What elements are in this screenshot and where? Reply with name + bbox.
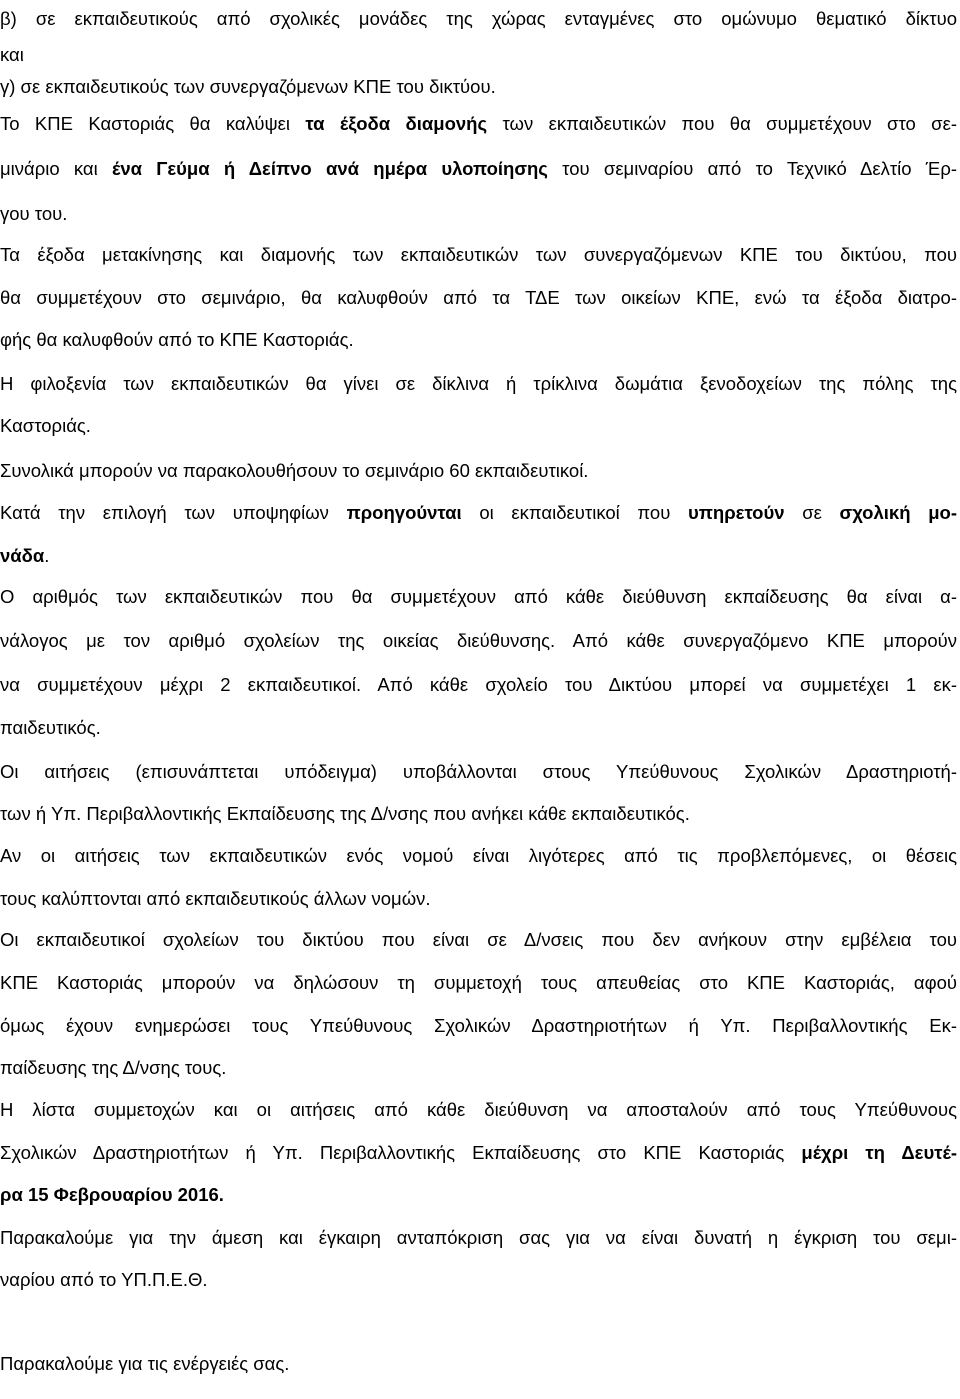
text-line	[0, 40, 24, 70]
text-run: Οι αιτήσεις (επισυνάπτεται υπόδειγμα) υποβάλλονται στους Υπεύθυνους Σχολικών Δραστηριοτή-	[0, 761, 957, 782]
text-line	[0, 4, 957, 34]
text-run: των ή Υπ. Περιβαλλοντικής Εκπαίδευσης της Δ/νσης που ανήκει κάθε εκπαιδευτικός.	[0, 803, 690, 824]
text-run: φής θα καλυφθούν από το ΚΠΕ Καστοριάς.	[0, 329, 354, 350]
text-line	[0, 1180, 224, 1210]
text-run: Παρακαλούμε για τις ενέργειές σας.	[0, 1353, 290, 1374]
text-line	[0, 670, 957, 700]
bold-text: νάδα	[0, 545, 45, 566]
text-run: οι εκπαιδευτικοί που	[461, 502, 688, 523]
text-line	[0, 1223, 957, 1253]
text-run: Η λίστα συμμετοχών και οι αιτήσεις από κάθε διεύθυνση να αποσταλούν από τους Υπεύθυνους	[0, 1099, 957, 1120]
text-line	[0, 713, 101, 743]
text-run: και	[0, 44, 24, 65]
text-run: να συμμετέχουν μέχρι 2 εκπαιδευτικοί. Από κάθε σχολείο του Δικτύου μπορεί να συμμετέχει 1 εκ-	[0, 674, 957, 695]
text-run: .	[44, 545, 50, 566]
text-line	[0, 841, 957, 871]
text-line	[0, 1095, 957, 1125]
bold-text: ρα 15 Φεβρουαρίου 2016.	[0, 1184, 224, 1205]
text-line	[0, 884, 431, 914]
text-run: Συνολικά μπορούν να παρακολουθήσουν το σεμινάριο 60 εκπαιδευτικοί.	[0, 460, 589, 481]
text-line	[0, 1349, 289, 1379]
bold-text: τα έξοδα διαμονής	[305, 113, 488, 134]
text-line	[0, 1265, 208, 1295]
text-run: θα συμμετέχουν στο σεμινάριο, θα καλυφθούν από τα ΤΔΕ των οικείων ΚΠΕ, ενώ τα έξοδα διατρο-	[0, 287, 957, 308]
text-run: όμως έχουν ενημερώσει τους Υπεύθυνους Σχολικών Δραστηριοτήτων ή Υπ. Περιβαλλοντικής Εκ-	[0, 1015, 957, 1036]
text-run: γ) σε εκπαιδευτικούς των συνεργαζόμενων ΚΠΕ του δικτύου.	[0, 76, 496, 97]
text-run: του σεμιναρίου από το Τεχνικό Δελτίο Έρ-	[547, 158, 957, 179]
text-line	[0, 582, 957, 612]
text-run: Κατά την επιλογή των υποψηφίων	[0, 502, 347, 523]
text-line	[0, 757, 957, 787]
text-line	[0, 325, 354, 355]
bold-text: υπηρετούν	[687, 502, 785, 523]
text-run: μινάριο και	[0, 158, 112, 179]
text-run: παιδευτικός.	[0, 717, 101, 738]
text-line	[0, 369, 957, 399]
bold-text: ένα Γεύμα ή Δείπνο ανά ημέρα υλοποίησης	[112, 158, 548, 179]
text-run: Καστοριάς.	[0, 415, 91, 436]
text-line	[0, 199, 67, 229]
text-line	[0, 799, 690, 829]
text-run: β) σε εκπαιδευτικούς από σχολικές μονάδες της χώρας ενταγμένες στο ομώνυμο θεματικό δίκτυο	[0, 8, 957, 29]
text-run: των εκπαιδευτικών που θα συμμετέχουν στο σε-	[487, 113, 957, 134]
text-line	[0, 154, 957, 184]
text-run: τους καλύπτονται από εκπαιδευτικούς άλλων νομών.	[0, 888, 431, 909]
bold-text: σχολική μο-	[839, 502, 957, 523]
text-line	[0, 456, 588, 486]
text-run: Αν οι αιτήσεις των εκπαιδευτικών ενός νομού είναι λιγότερες από τις προβλεπόμενες, οι θέσεις	[0, 845, 957, 866]
bold-text: μέχρι τη Δευτέ-	[801, 1142, 957, 1163]
text-run: Τα έξοδα μετακίνησης και διαμονής των εκπαιδευτικών των συνεργαζόμενων ΚΠΕ του δικτύου, που	[0, 244, 957, 265]
text-run: παίδευσης της Δ/νσης τους.	[0, 1057, 227, 1078]
text-line	[0, 411, 91, 441]
text-run: Παρακαλούμε για την άμεση και έγκαιρη ανταπόκριση σας για να είναι δυνατή η έγκριση του σεμι-	[0, 1227, 957, 1248]
text-line	[0, 498, 957, 528]
text-line	[0, 1011, 957, 1041]
text-line	[0, 626, 957, 656]
text-line	[0, 968, 957, 998]
text-line	[0, 1138, 957, 1168]
text-line	[0, 541, 49, 571]
text-line	[0, 109, 957, 139]
text-line	[0, 283, 957, 313]
text-line	[0, 925, 957, 955]
text-run: νάλογος με τον αριθμό σχολείων της οικείας διεύθυνσης. Από κάθε συνεργαζόμενο ΚΠΕ μπορούν	[0, 630, 957, 651]
text-line	[0, 1053, 226, 1083]
text-run: Σχολικών Δραστηριοτήτων ή Υπ. Περιβαλλοντικής Εκπαίδευσης στο ΚΠΕ Καστοριάς	[0, 1142, 802, 1163]
text-run: ναρίου από το ΥΠ.Π.Ε.Θ.	[0, 1269, 208, 1290]
text-run: Το ΚΠΕ Καστοριάς θα καλύψει	[0, 113, 306, 134]
text-line	[0, 72, 496, 102]
bold-text: προηγούνται	[346, 502, 462, 523]
text-line	[0, 240, 957, 270]
text-run: Η φιλοξενία των εκπαιδευτικών θα γίνει σε δίκλινα ή τρίκλινα δωμάτια ξενοδοχείων της πόλης της	[0, 373, 957, 394]
text-run: Ο αριθμός των εκπαιδευτικών που θα συμμετέχουν από κάθε διεύθυνση εκπαίδευσης θα είναι α-	[0, 586, 957, 607]
text-run: γου του.	[0, 203, 68, 224]
text-run: ΚΠΕ Καστοριάς μπορούν να δηλώσουν τη συμμετοχή τους απευθείας στο ΚΠΕ Καστοριάς, αφού	[0, 972, 957, 993]
text-run: σε	[784, 502, 840, 523]
text-run: Οι εκπαιδευτικοί σχολείων του δικτύου που είναι σε Δ/νσεις που δεν ανήκουν στην εμβέλεια του	[0, 929, 957, 950]
